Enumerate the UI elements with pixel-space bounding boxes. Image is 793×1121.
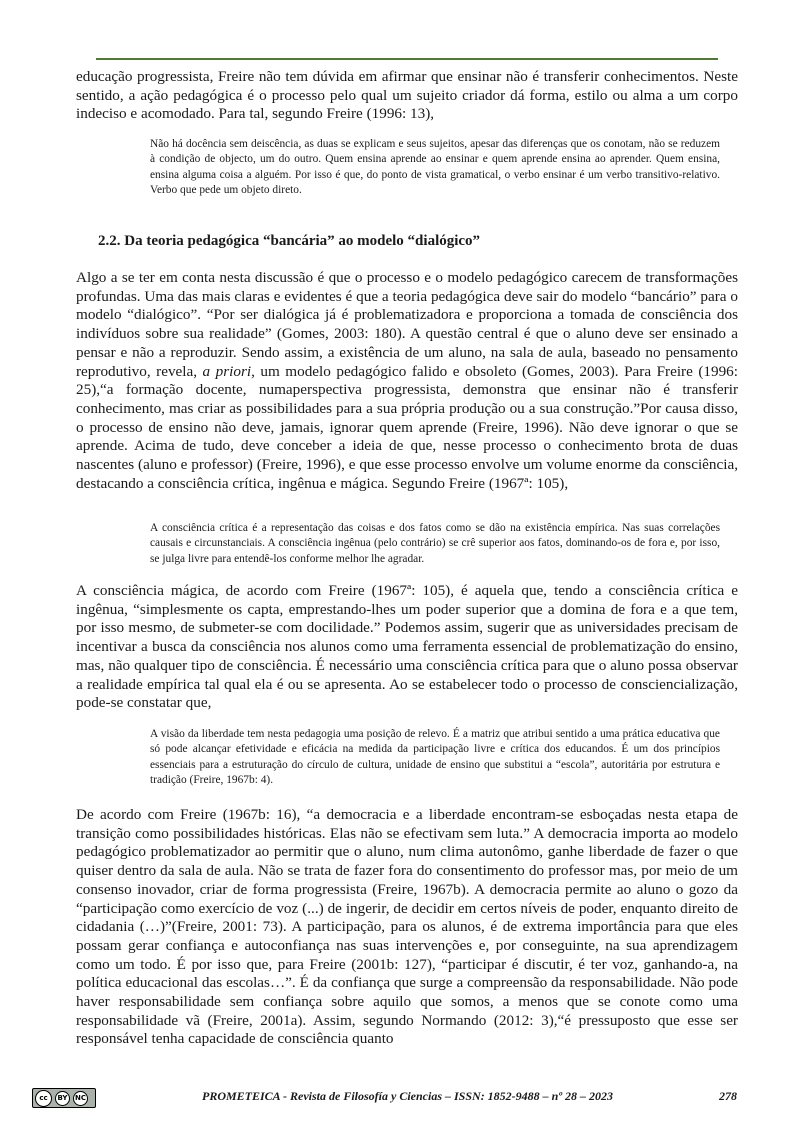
block-quote-1: Não há docência sem deiscência, as duas se explicam e seus sujeitos, apesar das diferenças que os conotam, não se reduzem à condição de objecto, um do outro. Quem ensina aprende ao ensinar e quem aprende ensina ao aprender. Quem ensina, ensina alguma coisa a alguém. Por isso é que, do ponto de vista gramatical, o verbo ensinar é um verbo transitivo-relativo. Verbo que pede um objeto direto. bbox=[150, 138, 720, 196]
paragraph-2: A consciência mágica, de acordo com Freire (1967ª: 105), é aquela que, tendo a consciência crítica e ingênua, “simplesmente os capta, emprestando-lhes um poder superior que a domina de fora e a que tem, por isso mesmo, de submeter-se com docilidade.” Podemos assim, sugerir que as universidades precisam de incentivar a busca da consciência nos alunos como uma ferramenta essencial de problematização do ensino, mas, não qualquer tipo de consciência. É necessário uma consciência crítica para que o aluno possa observar a realidade empírica tal qual ela é ou se apresenta. Ao se estabelecer todo o processo de consciencialização, pode-se constatar que, bbox=[76, 582, 738, 712]
page-number: 278 bbox=[719, 1089, 737, 1103]
header-rule bbox=[96, 58, 718, 60]
paragraph-1-italic: a priori bbox=[202, 362, 252, 380]
block-quote-3: A visão da liberdade tem nesta pedagogia uma posição de relevo. É a matriz que atribui sentido a uma prática educativa que só pode alcançar efetividade e eficácia na medida da participação livre e crítica dos educandos. É um dos princípios essenciais para a estruturação do círculo de cultura, unidade de ensino que substitui a “escola”, autoritária por estrutura e tradição (Freire, 1967b: 4). bbox=[150, 728, 720, 786]
cc-license-badge bbox=[32, 1088, 96, 1108]
cc-icon: cc bbox=[35, 1090, 52, 1107]
journal-citation: PROMETEICA - Revista de Filosofía y Ciencias – ISSN: 1852-9488 – nº 28 – 2023 bbox=[202, 1089, 613, 1103]
paragraph-1-text-a: Algo a se ter em conta nesta discussão é que o processo e o modelo pedagógico carecem de transformações profundas. Uma das mais claras e evidentes é que a teoria pedagógica deve sair do modelo “bancário” para o modelo “dialógico”. “Por ser dialógica já é problematizadora e proporciona a tomada de consciência dos indivíduos sobre sua realidade” (Gomes, 2003: 180). A questão central é que o aluno deve ser ensinado a pensar e não a reproduzir. Sendo assim, a existência de um aluno, na sala de aula, baseado no pensamento reprodutivo, revela, bbox=[76, 269, 738, 380]
by-icon: BY bbox=[55, 1091, 70, 1106]
block-quote-2: A consciência crítica é a representação das coisas e dos fatos como se dão na existência empírica. Nas suas correlações causais e circunstanciais. A consciência ingênua (pelo contrário) se crê superior aos fatos, dominando-os de fora e, por isso, se julga livre para entendê-los conforme melhor lhe agradar. bbox=[150, 522, 720, 565]
intro-paragraph: educação progressista, Freire não tem dúvida em afirmar que ensinar não é transferir conhecimentos. Neste sentido, a ação pedagógica é o processo pelo qual um sujeito criador dá forma, estilo ou alma a um corpo indeciso e acomodado. Para tal, segundo Freire (1996: 13), bbox=[76, 68, 738, 123]
paragraph-3: De acordo com Freire (1967b: 16), “a democracia e a liberdade encontram-se esboçadas nesta etapa de transição como possibilidades históricas. Elas não se efectivam sem luta.” A democracia importa ao modelo pedagógico problematizador ao permitir que o aluno, num clima autonômo, ganhe liberdade de fazer o que quiser dentro da sala de aula. Não se trata de fazer fora do consentimento do professor mas, por meio de um consenso inovador, criar de forma progressista (Freire, 1967b). A democracia permite ao aluno o gozo da “participação como exercício de voz (...) de ingerir, de decidir em certos níveis de poder, enquanto direito de cidadania (…)”(Freire, 2001: 73). A participação, para os alunos, é de extrema importância para que eles possam gerar confiança e autoconfiança nas suas intervenções e, por conseguinte, na sua aprendizagem como um todo. É por isso que, para Freire (2001b: 127), “participar é discutir, é ter voz, ganhando-a, na política educacional das escolas…”. É da confiança que surge a compreensão da responsabilidade. Não pode haver responsabilidade sem confiança sobre aquilo que somos, a menos que se conote como uma responsabilidade vã (Freire, 2001a). Assim, segundo Normando (2012: 3),“é pressuposto que esse ser responsável tenha capacidade de consciência quanto bbox=[76, 806, 738, 1048]
section-heading: 2.2. Da teoria pedagógica “bancária” ao modelo “dialógico” bbox=[98, 233, 481, 249]
paragraph-1-text-b: , um modelo pedagógico falido e obsoleto (Gomes, 2003). Para Freire (1996: 25),“a formação docente, numaperspectiva progressista, demonstra que ensinar não é transferir conhecimento, mas criar as possibilidades para a sua própria produção ou a sua construção.”Por causa disso, o processo de ensino não deve, jamais, ignorar quem aprende (Freire, 1996). Não deve ignorar o que se aprende. Acima de tudo, deve conceber a ideia de que, nesse processo o conhecimento brota de duas nascentes (aluno e professor) (Freire, 1996), e que esse processo envolve um volume enorme da consciência, destacando a consciência crítica, ingênua e mágica. Segundo Freire (1967ª: 105), bbox=[76, 362, 738, 492]
paragraph-1 bbox=[76, 269, 738, 493]
page-footer bbox=[0, 1088, 793, 1108]
nc-icon: NC bbox=[73, 1091, 88, 1106]
